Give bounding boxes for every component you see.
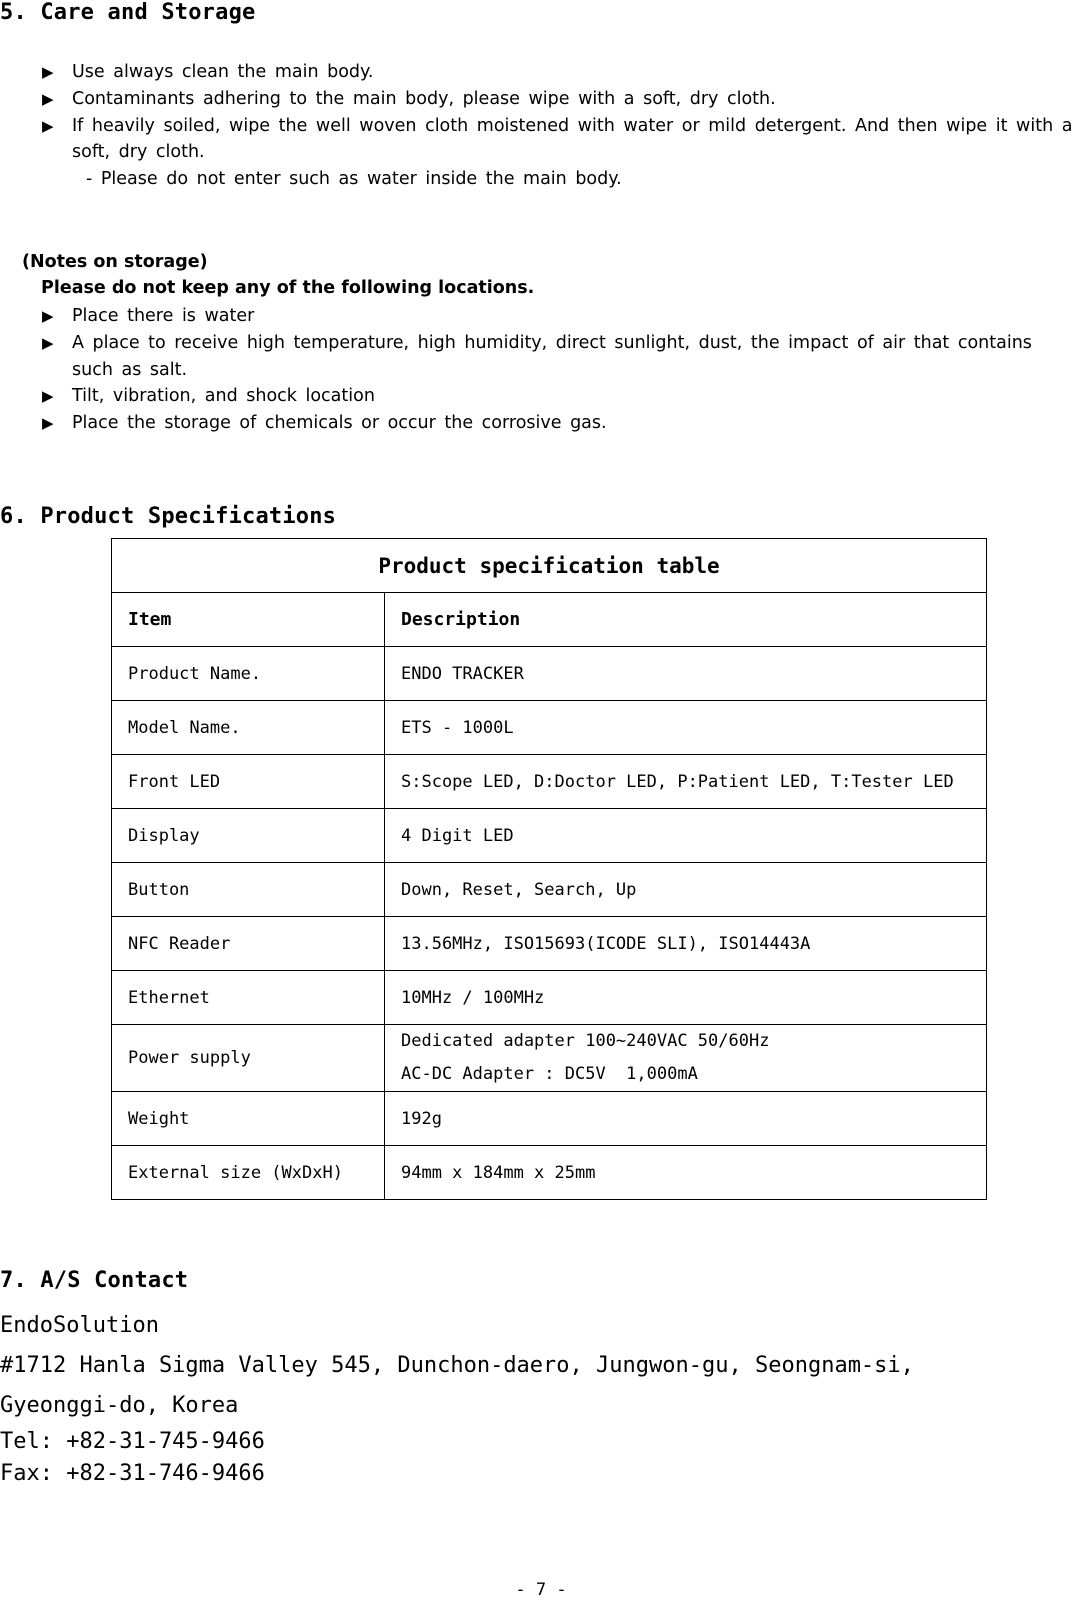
table-row xyxy=(112,971,987,1025)
contact-block xyxy=(0,1306,914,1490)
table-header-row xyxy=(112,593,987,647)
cell-item: Display xyxy=(112,809,385,863)
cell-description: S:Scope LED, D:Doctor LED, P:Patient LED, T:Tester LED xyxy=(385,755,987,809)
list-item: ▶ Use always clean the main body. xyxy=(40,59,1080,86)
cell-item: Product Name. xyxy=(112,647,385,701)
table-row xyxy=(112,809,987,863)
triangle-bullet-icon: ▶ xyxy=(42,387,54,406)
cell-item: Model Name. xyxy=(112,701,385,755)
section-6-heading: 6. Product Specifications xyxy=(0,504,337,529)
address-line-1: #1712 Hanla Sigma Valley 545, Dunchon-daero, Jungwon-gu, Seongnam-si, xyxy=(0,1353,914,1378)
fax: Fax: +82-31-746-9466 xyxy=(0,1461,265,1486)
care-bullet-list xyxy=(40,59,1080,193)
cell-description: 13.56MHz, ISO15693(ICODE SLI), ISO14443A xyxy=(385,917,987,971)
table-row xyxy=(112,701,987,755)
table-row xyxy=(112,1025,987,1092)
cell-description: ENDO TRACKER xyxy=(385,647,987,701)
company-name: EndoSolution xyxy=(0,1313,159,1338)
cell-description: 4 Digit LED xyxy=(385,809,987,863)
cell-item: Button xyxy=(112,863,385,917)
cell-item: Ethernet xyxy=(112,971,385,1025)
table-caption-row xyxy=(112,539,987,593)
address-line-2: Gyeonggi-do, Korea xyxy=(0,1393,239,1418)
column-header-description: Description xyxy=(385,593,987,647)
cell-item: Weight xyxy=(112,1092,385,1146)
triangle-bullet-icon: ▶ xyxy=(42,89,54,108)
table-row xyxy=(112,647,987,701)
storage-notes-subtitle: Please do not keep any of the following locations. xyxy=(41,278,535,298)
cell-description: 192g xyxy=(385,1092,987,1146)
list-item: ▶ Tilt, vibration, and shock location xyxy=(40,383,1040,410)
triangle-bullet-icon: ▶ xyxy=(42,414,54,433)
cell-item: Power supply xyxy=(112,1025,385,1092)
list-item: ▶ Place there is water xyxy=(40,303,1040,330)
table-row xyxy=(112,1092,987,1146)
storage-bullet-list xyxy=(40,303,1040,437)
cell-item: External size (WxDxH) xyxy=(112,1146,385,1200)
section-7-heading: 7. A/S Contact xyxy=(0,1268,189,1293)
cell-item: Front LED xyxy=(112,755,385,809)
table-row xyxy=(112,755,987,809)
list-item: ▶ If heavily soiled, wipe the well woven cloth moistened with water or mild detergent. And then wipe it with a soft, dry cloth. xyxy=(40,113,1080,167)
telephone: Tel: +82-31-745-9466 xyxy=(0,1429,265,1454)
triangle-bullet-icon: ▶ xyxy=(42,116,54,135)
cell-description: 94mm x 184mm x 25mm xyxy=(385,1146,987,1200)
power-line-1: Dedicated adapter 100~240VAC 50/60Hz xyxy=(401,1031,770,1051)
section-5-heading: 5. Care and Storage xyxy=(0,0,256,25)
storage-notes-title: (Notes on storage) xyxy=(22,252,208,272)
list-item: ▶ Contaminants adhering to the main body, please wipe with a soft, dry cloth. xyxy=(40,86,1080,113)
cell-item: NFC Reader xyxy=(112,917,385,971)
table-row xyxy=(112,917,987,971)
power-line-2: AC-DC Adapter : DC5V 1,000mA xyxy=(401,1064,698,1084)
page-number: - 7 - xyxy=(515,1580,567,1600)
triangle-bullet-icon: ▶ xyxy=(42,63,54,81)
list-item: ▶ Place the storage of chemicals or occur the corrosive gas. xyxy=(40,410,1040,437)
table-row xyxy=(112,1146,987,1200)
cell-description: Down, Reset, Search, Up xyxy=(385,863,987,917)
cell-description xyxy=(385,1025,987,1092)
sub-note: - Please do not enter such as water inside the main body. xyxy=(86,169,622,190)
cell-description: 10MHz / 100MHz xyxy=(385,971,987,1025)
table-caption: Product specification table xyxy=(112,539,987,593)
column-header-item: Item xyxy=(112,593,385,647)
table-row xyxy=(112,863,987,917)
list-item: ▶ A place to receive high temperature, high humidity, direct sunlight, dust, the impact of air that contains such as salt. xyxy=(40,330,1040,384)
triangle-bullet-icon: ▶ xyxy=(42,333,54,352)
triangle-bullet-icon: ▶ xyxy=(42,307,54,325)
spec-table xyxy=(111,538,987,1200)
cell-description: ETS - 1000L xyxy=(385,701,987,755)
